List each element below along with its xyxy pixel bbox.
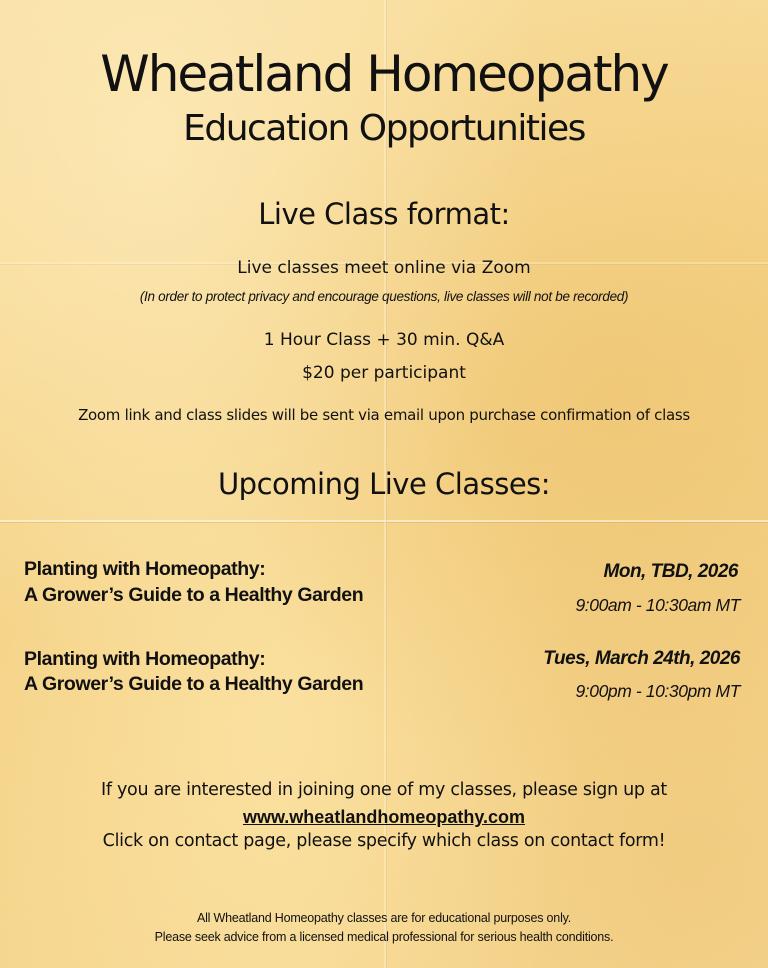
upcoming-heading: Upcoming Live Classes: — [217, 467, 551, 501]
disclaimer-line2: Please seek advice from a licensed medical professional for serious health conditions. — [154, 930, 614, 944]
format-zoom-line: Live classes meet online via Zoom — [237, 258, 531, 278]
class-title-line2: A Grower’s Guide to a Healthy Garden — [24, 673, 364, 695]
class-duration: 1 Hour Class + 30 min. Q&A — [263, 330, 505, 350]
privacy-note: (In order to protect privacy and encourage questions, live classes will not be recorded) — [139, 289, 629, 304]
contact-instructions: Click on contact page, please specify which class on contact form! — [102, 831, 666, 851]
signup-text: If you are interested in joining one of my classes, please sign up at — [101, 780, 667, 800]
class-time: 9:00pm - 10:30pm MT — [575, 681, 740, 701]
website-link[interactable]: www.wheatlandhomeopathy.com — [242, 807, 526, 827]
class-date: Mon, TBD, 2026 — [603, 561, 738, 582]
class-date: Tues, March 24th, 2026 — [543, 648, 740, 669]
class-title-line2: A Grower’s Guide to a Healthy Garden — [24, 584, 364, 606]
class-title-line1: Planting with Homeopathy: — [24, 558, 266, 580]
page-title: Wheatland Homeopathy — [100, 45, 668, 103]
disclaimer-line1: All Wheatland Homeopathy classes are for educational purposes only. — [196, 911, 572, 925]
page-subtitle: Education Opportunities — [183, 108, 585, 149]
class-price: $20 per participant — [302, 363, 466, 383]
format-heading: Live Class format: — [258, 197, 510, 231]
zoom-info: Zoom link and class slides will be sent via email upon purchase confirmation of class — [78, 406, 690, 424]
class-title-line1: Planting with Homeopathy: — [24, 648, 266, 670]
class-time: 9:00am - 10:30am MT — [575, 595, 740, 615]
